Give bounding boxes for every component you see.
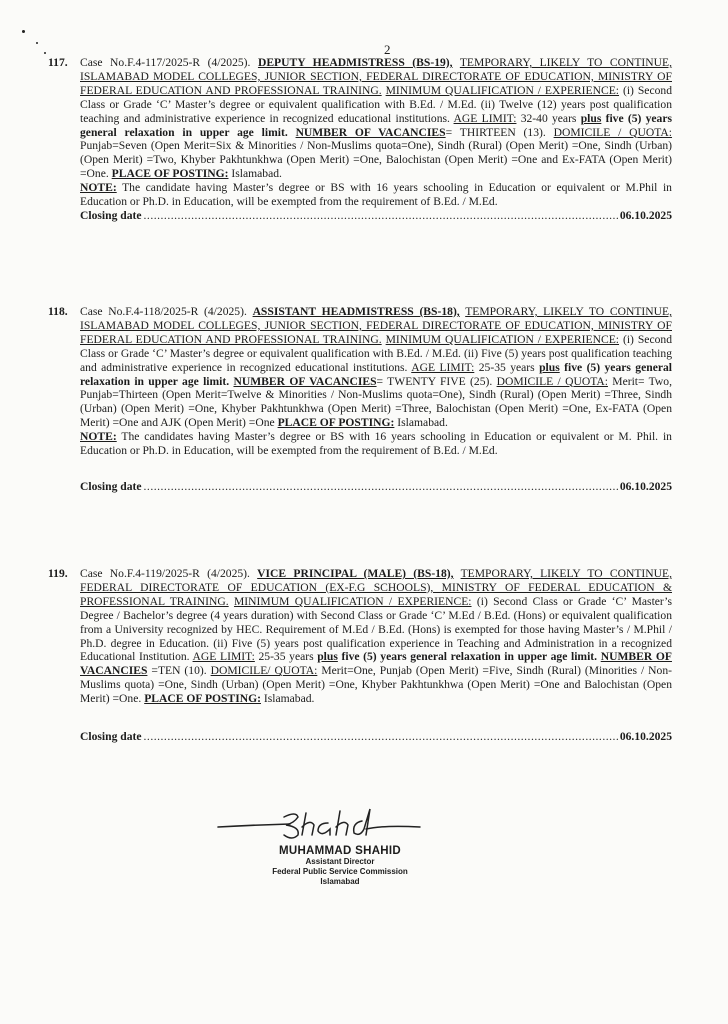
qualification-text: (i) Second Class or Grade ‘C’ Master’s degree or equivalent qualification with B.Ed. / M.Ed. (ii) Twelve (12) years post qualification teaching and administrative experience in recognized educational institutions. (80, 83, 672, 125)
age-relaxation: five (5) years general relaxation in upper age limit. (341, 650, 598, 664)
case-number: Case No.F.4-119/2025-R (4/2025). (80, 567, 250, 580)
scan-speck (36, 42, 38, 44)
qualification-text: (i) Second Class or Grade ‘C’ Master’s degree or equivalent qualification with B.Ed. / M.Ed. (ii) Five (5) years post qualification teaching and administrative experience in recognized educational institutions. (80, 332, 672, 374)
vacancies-count: =TEN (10). (151, 664, 207, 678)
age-limit-text: 25-35 years (258, 650, 314, 664)
note-text: The candidates having Master’s degree or BS with 16 years schooling in Education or equivalent or M. Phil. in Education or Ph.D. in Education, will be exempted from the requirement of B.Ed. / M.Ed. (80, 430, 672, 458)
place-of-posting-label: PLACE OF POSTING: (111, 167, 229, 181)
vacancies-count: = THIRTEEN (13). (445, 125, 546, 139)
leader-dots (144, 730, 618, 744)
qualification-label: MINIMUM QUALIFICATION / EXPERIENCE: (385, 83, 620, 97)
closing-date-line (80, 730, 672, 744)
closing-date-label: Closing date (80, 208, 142, 222)
closing-date-label: Closing date (80, 730, 142, 744)
age-relaxation: five (5) years general relaxation in upper age limit. (80, 360, 673, 388)
closing-date-label: Closing date (80, 479, 142, 493)
closing-date: 06.10.2025 (619, 479, 672, 493)
quota-text: Merit=One, Punjab (Open Merit) =Five, Sindh (Rural) (Minorities / Non-Muslims quota) =One, Sindh (Urban) (Open Merit) =One, Khyber Pakhtunkhwa (Open Merit) =One and Balochistan (Open Merit) =One. (80, 664, 673, 706)
domicile-label: DOMICILE / QUOTA: (496, 374, 608, 388)
age-limit-text: 25-35 years (478, 360, 535, 374)
signatory-city: Islamabad (320, 877, 360, 886)
age-limit-label: AGE LIMIT: (192, 650, 255, 664)
post-title: DEPUTY HEADMISTRESS (BS-19), (257, 56, 453, 69)
place-of-posting: Islamabad. (397, 416, 448, 430)
note-label: NOTE: (80, 430, 117, 444)
signatory-designation: Assistant Director (305, 857, 375, 866)
vacancy-item-118 (48, 305, 672, 494)
case-number: Case No.F.4-117/2025-R (4/2025). (80, 56, 251, 69)
scan-speck (44, 52, 46, 54)
age-limit-text: 32-40 years (520, 111, 577, 125)
post-title: ASSISTANT HEADMISTRESS (BS-18), (252, 305, 460, 318)
item-number: 119. (48, 567, 68, 580)
closing-date-line (80, 480, 672, 494)
note-label: NOTE: (80, 181, 117, 195)
domicile-label: DOMICILE/ QUOTA: (210, 664, 318, 678)
signatory-name: MUHAMMAD SHAHID (278, 845, 402, 857)
age-limit-label: AGE LIMIT: (411, 360, 475, 374)
leader-dots (144, 209, 618, 223)
handwritten-signature (214, 805, 434, 843)
closing-date-line (80, 209, 672, 223)
age-relaxation: five (5) years general relaxation in upper age limit. (80, 111, 673, 139)
case-number: Case No.F.4-118/2025-R (4/2025). (80, 305, 247, 318)
vacancies-label: NUMBER OF VACANCIES (80, 650, 672, 678)
place-of-posting: Islamabad. (263, 692, 315, 706)
place-of-posting-label: PLACE OF POSTING: (277, 416, 395, 430)
item-number: 118. (48, 305, 68, 318)
place-of-posting-label: PLACE OF POSTING: (144, 692, 261, 706)
plus-word: plus (317, 650, 338, 664)
closing-date: 06.10.2025 (619, 208, 672, 222)
signature-block (210, 805, 470, 887)
quota-text: Punjab=Seven (Open Merit=Six & Minorities / Non-Muslims quota=One), Sindh (Rural) (Open Merit) =One, Sindh (Urban) (Open Merit) =Two, Khyber Pakhtunkhwa (Open Merit) =One, Balochistan (Open Merit) =One and Ex-FATA (Open Merit) =One. (80, 139, 672, 181)
qualification-label: MINIMUM QUALIFICATION / EXPERIENCE: (385, 332, 620, 346)
vacancies-count: = TWENTY FIVE (25). (376, 374, 493, 388)
qualification-label: MINIMUM QUALIFICATION / EXPERIENCE: (233, 594, 472, 608)
post-description: TEMPORARY, LIKELY TO CONTINUE, FEDERAL DIRECTORATE OF EDUCATION (EX-F.G SCHOOLS), MINISTRY OF FEDERAL EDUCATION & PROFESSIONAL TRAINING. (80, 567, 672, 608)
item-number: 117. (48, 56, 68, 69)
vacancies-label: NUMBER OF VACANCIES (295, 125, 446, 139)
signatory-office: Federal Public Service Commission (272, 867, 408, 876)
post-description: TEMPORARY, LIKELY TO CONTINUE, ISLAMABAD MODEL COLLEGES, JUNIOR SECTION, FEDERAL DIRECTORATE OF EDUCATION, MINISTRY OF FEDERAL EDUCATION AND PROFESSIONAL TRAINING. (80, 305, 672, 346)
vacancy-item-117 (48, 56, 672, 223)
leader-dots (144, 480, 618, 494)
place-of-posting: Islamabad. (231, 167, 282, 181)
vacancy-item-119 (48, 567, 672, 744)
post-description: TEMPORARY, LIKELY TO CONTINUE, ISLAMABAD MODEL COLLEGES, JUNIOR SECTION, FEDERAL DIRECTORATE OF EDUCATION, MINISTRY OF FEDERAL EDUCATION AND PROFESSIONAL TRAINING. (80, 56, 673, 97)
vacancies-label: NUMBER OF VACANCIES (233, 374, 377, 388)
plus-word: plus (580, 111, 602, 125)
domicile-label: DOMICILE / QUOTA: (553, 125, 673, 139)
page-number: 2 (384, 42, 391, 57)
scan-speck (22, 30, 25, 33)
qualification-text: (i) Second Class or Grade ‘C’ Master’s Degree / Bachelor’s degree (4 years duration) with Second Class or Grade ‘C’ M.Ed / B.Ed. (Hons) or equivalent qualification from a University recognized by HEC. Requirement of M.Ed / B.Ed. (Hons) is exempted for those having Master’s / M.Phil / Ph.D. degree in Education. (ii) Five (5) years post qualification experience in Teaching and Administration in a recognized Educational Institution. (80, 594, 672, 664)
age-limit-label: AGE LIMIT: (453, 111, 517, 125)
post-title: VICE PRINCIPAL (MALE) (BS-18), (257, 567, 454, 580)
closing-date: 06.10.2025 (619, 730, 672, 744)
note-text: The candidate having Master’s degree or BS with 16 years schooling in Education or equivalent or M.Phil in Education or Ph.D. in Education, will be exempted from the requirement of B.Ed. / M.Ed. (80, 181, 672, 209)
quota-text: Merit= Two, Punjab=Thirteen (Open Merit=Twelve & Minorities / Non-Muslims quota=One), Sindh (Rural) (Open Merit) =Three, Sindh (Urban) (Open Merit) =One, Khyber Pakhtunkhwa (Open Merit) =Three, Balochistan (Open Merit) =One, Ex-FATA (Open Merit) =One and AJK (Open Merit) =One (80, 374, 672, 430)
plus-word: plus (539, 360, 560, 374)
